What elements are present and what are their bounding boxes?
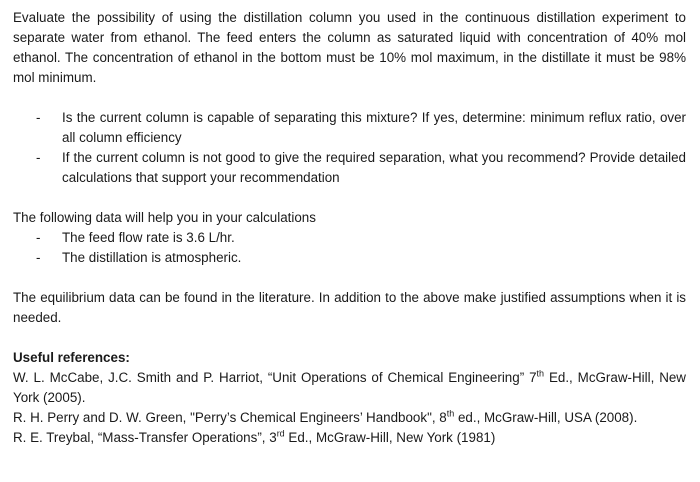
reference-text-end: Ed., McGraw-Hill, New York (1981)	[284, 430, 496, 445]
reference-text: W. L. McCabe, J.C. Smith and P. Harriot, “Unit Operations of Chemical Engineering” 7	[13, 370, 537, 385]
question-item	[13, 148, 686, 188]
equilibrium-note: The equilibrium data can be found in the literature. In addition to the above make justified assumptions when it is needed.	[13, 290, 686, 325]
dash-bullet: -	[36, 250, 41, 265]
data-list	[13, 228, 686, 268]
data-item-text: The feed flow rate is 3.6 L/hr.	[62, 230, 235, 245]
question-item	[13, 108, 686, 148]
question-list	[13, 108, 686, 188]
reference-item	[13, 408, 686, 428]
data-intro: The following data will help you in your calculations	[13, 210, 316, 225]
dash-bullet: -	[36, 230, 41, 245]
reference-text: R. E. Treybal, “Mass-Transfer Operations”, 3	[13, 430, 277, 445]
reference-superscript: rd	[276, 428, 285, 439]
data-item	[13, 228, 686, 248]
dash-bullet: -	[36, 150, 41, 165]
reference-text-end: Ed., McGraw-Hill, New York (2005).	[13, 370, 686, 405]
reference-superscript: th	[536, 368, 545, 379]
dash-bullet: -	[36, 110, 41, 125]
intro-paragraph: Evaluate the possibility of using the distillation column you used in the continuous distillation experiment to separate water from ethanol. The feed enters the column as saturated liquid with concentration of 40% mol ethanol. The concentration of ethanol in the bottom must be 10% mol maximum, in the distillate it must be 98% mol minimum.	[13, 10, 686, 85]
data-item-text: The distillation is atmospheric.	[62, 250, 242, 265]
question-text: Is the current column is capable of separating this mixture? If yes, determine: minimum reflux ratio, over all column efficiency	[62, 110, 686, 145]
references-heading: Useful references:	[13, 350, 130, 365]
reference-superscript: th	[446, 408, 455, 419]
data-item	[13, 248, 686, 268]
reference-item	[13, 428, 686, 448]
reference-text-end: ed., McGraw-Hill, USA (2008).	[454, 410, 638, 425]
reference-text: R. H. Perry and D. W. Green, "Perry’s Chemical Engineers’ Handbook", 8	[13, 410, 447, 425]
question-text: If the current column is not good to give the required separation, what you recommend? Provide detailed calculations that support your recommendation	[62, 150, 686, 185]
reference-item	[13, 368, 686, 408]
